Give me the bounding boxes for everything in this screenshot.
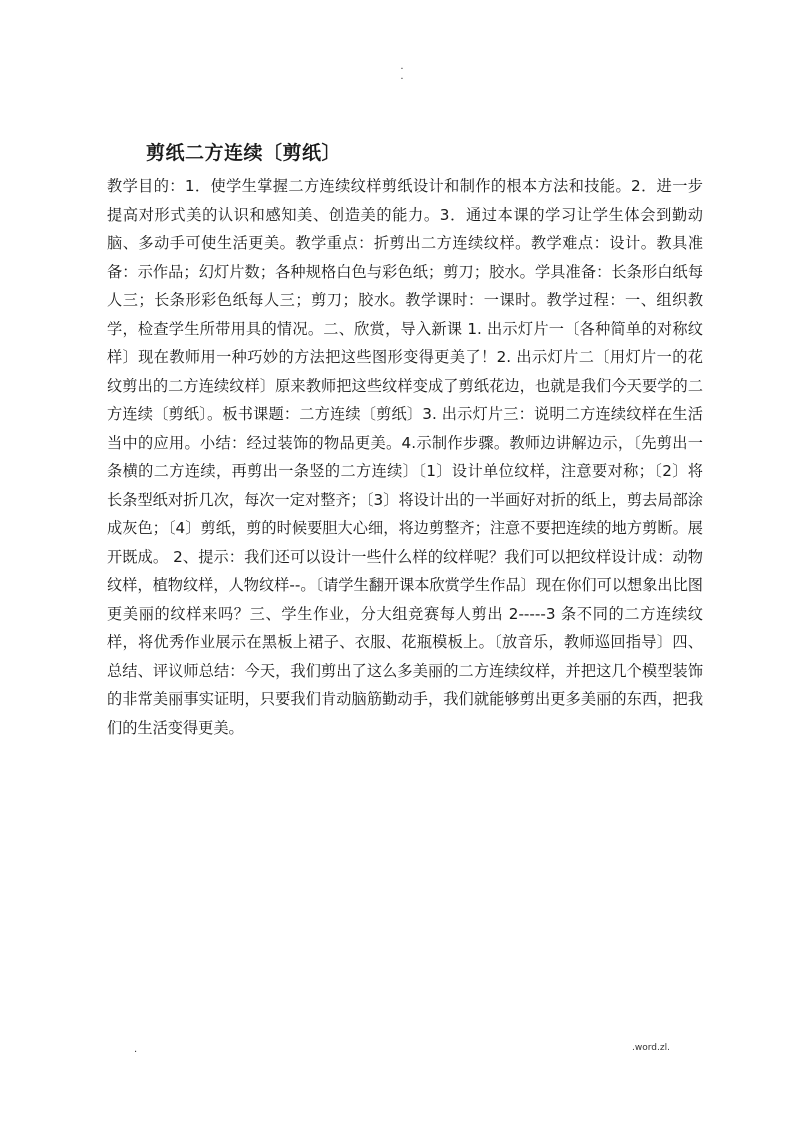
document-title: 剪纸二方连续〔剪纸〕: [146, 142, 342, 164]
document-body: 教学目的：1．使学生掌握二方连续纹样剪纸设计和制作的根本方法和技能。2．进一步提高对形式美的认识和感知美、创造美的能力。3．通过本课的学习让学生体会到勤动脑、多动手可使生活更美。教学重点：折剪出二方连续纹样。教学难点：设计。教具准备：示作品；幻灯片数；各种规格白色与彩色纸；剪刀；胶水。学具准备：长条形白纸每人三；长条形彩色纸每人三；剪刀；胶水。教学课时：一课时。教学过程：一、组织教学，检查学生所带用具的情况。二、欣赏，导入新课 1. 出示灯片一〔各种简单的对称纹样〕现在教师用一种巧妙的方法把这些图形变得更美了！2. 出示灯片二〔用灯片一的花纹剪出的二方连续纹样〕原来教师把这些纹样变成了剪纸花边，也就是我们今天要学的二方连续〔剪纸〕。板书课题：二方连续〔剪纸〕3. 出示灯片三：说明二方连续纹样在生活当中的应用。小结：经过装饰的物品更美。4.示制作步骤。教师边讲解边示，〔先剪出一条横的二方连续，再剪出一条竖的二方连续〕〔1〕设计单位纹样，注意要对称；〔2〕将长条型纸对折几次，每次一定对整齐；〔3〕将设计出的一半画好对折的纸上，剪去局部涂成灰色；〔4〕剪纸，剪的时候要胆大心细，将边剪整齐；注意不要把连续的地方剪断。展开既成。 2、提示：我们还可以设计一些什么样的纹样呢？我们可以把纹样设计成：动物纹样，植物纹样，人物纹样--。〔请学生翻开课本欣赏学生作品〕现在你们可以想象出比图更美丽的纹样来吗？三、学生作业，分大组竞赛每人剪出 2-----3 条不同的二方连续纹样，将优秀作业展示在黑板上裙子、衣服、花瓶模板上。〔放音乐，教师巡回指导〕四、总结、评议师总结：今天，我们剪出了这么多美丽的二方连续纹样，并把这几个模型装饰的非常美丽事实证明，只要我们肯动脑筋勤动手，我们就能够剪出更多美丽的东西，把我们的生活变得更美。: [107, 177, 703, 737]
footer-left-mark: .: [134, 1044, 138, 1055]
header-dot-top: .: [400, 61, 404, 72]
header-dots: [396, 62, 408, 82]
header-dot-bottom: .: [400, 71, 404, 82]
footer-watermark: .word.zl.: [632, 1043, 670, 1053]
